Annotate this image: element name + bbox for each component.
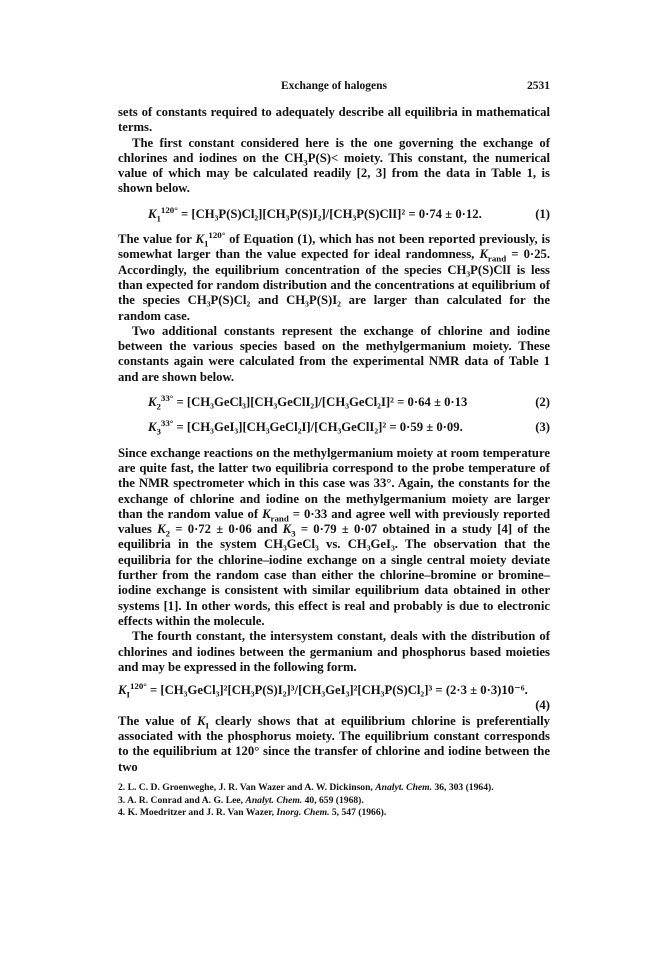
equation-number: (2) — [535, 395, 550, 410]
paragraph-1: sets of constants required to adequately describe all equilibria in mathematical terms. — [118, 105, 550, 135]
equation-number: (3) — [535, 420, 550, 435]
paragraph-2: The first constant considered here is the one governing the exchange of chlorines and iodines on the $CH_3P(S)<$ moiety. This constant, the numerical value of which may be calculated readily [2, 3] from the data in Table 1, is shown below. — [118, 135, 551, 196]
page-number: 2531 — [527, 80, 550, 92]
reference-item: 3. A. R. Conrad and A. G. Lee, Analyt. Chem. 40, 659 (1968). — [118, 794, 364, 806]
reference-item: 2. L. C. D. Groenweghe, J. R. Van Wazer and A. W. Dickinson, Analyt. Chem. 36, 303 (1964). — [118, 781, 494, 793]
equation-3: $K_3^{33^\circ}$ = [CH₃GeI₃][CH₃GeCl₂I]/[CH₃GeClI₂]² = 0·59 ± 0·09. (3) — [148, 418, 550, 437]
reference-item: 4. K. Moedritzer and J. R. Van Wazer, Inorg. Chem. 5, 547 (1966). — [118, 807, 387, 819]
article-body — [118, 105, 550, 775]
journal-page — [118, 80, 550, 820]
paragraph-4: Two additional constants represent the exchange of chlorine and iodine between the various species based on the methylgermanium moiety. These constants again were calculated from the experimental NMR data of Table 1 and are shown below. — [118, 323, 550, 384]
equation-1: $K_1^{120^\circ} = [CH_3P(S)Cl_2][CH_3P(S)I_2]/[CH_3P(S)ClI]^2 = 0\cdot 74 \pm 0\cdot 12$. (1) — [148, 204, 550, 224]
paragraph-6: The fourth constant, the intersystem constant, deals with the distribution of chlorines and iodines between the germanium and phosphorus based moieties and may be expressed in the following form. — [118, 629, 550, 674]
paragraph-7: The value of $K_I$ clearly shows that at equilibrium chlorine is preferentially associated with the phosphorus moiety. The equilibrium constant corresponds to the equilibrium at 120° since the transfer of chlorine and iodine between the two — [118, 713, 551, 774]
paragraph-3: The value for $K_1^{120^\circ}$ of Equation (1), which has not been reported previously, is somewhat larger than the value expected for ideal randomness, $K_{rand} = 0\cdot 25$. Accordingly, the equilibrium concentration of the species CH₃P(S)ClI is less than expected for random distribution and the concentrations at equilibrium of the species CH₃P(S)Cl₂ and CH₃P(S)I₂ are larger than calculated for the random case. — [118, 229, 551, 323]
equation-2: $K_2^{33^\circ}$ = [CH₃GeCl₃][CH₃GeClI₂]/[CH₃GeCl₂I]² = 0·64 ± 0·13 (2) — [148, 392, 550, 412]
footnote-references — [118, 782, 550, 820]
paragraph-5: Since exchange reactions on the methylgermanium moiety at room temperature are quite fast, the latter two equilibria correspond to the probe temperature of the NMR spectrometer which in this case was 33°. Again, the constants for the exchange of chlorine and iodine on the methylgermanium moiety are larger than the random value of $K_{rand} = 0\cdot 33$ and agree well with previously reported values $K_2 = 0\cdot 72 \pm 0\cdot 06$ and $K_3 = 0\cdot 79 \pm 0\cdot 07$ obtained in a study [4] of the equilibria in the system CH₃GeCl₃ vs. CH₃GeI₃. The observation that the equilibria for the chlorine–iodine exchange on a single central moiety deviate further from the random case than either the chlorine–bromine or bromine–iodine exchange is consistent with similar equilibrium data obtained in other systems [1]. In other words, this effect is real and probably is due to electronic effects within the molecule. — [118, 445, 551, 628]
bond-symbol: < — [330, 150, 339, 165]
running-title: Exchange of halogens — [280, 80, 388, 92]
running-header — [118, 80, 550, 98]
equation-number: (4) — [535, 698, 550, 713]
equation-number: (1) — [535, 206, 550, 221]
equation-4: $K_I^{120^\circ}$ = [CH₃GeCl₃]²[CH₃P(S)I₂]³/[CH₃GeI₃]²[CH₃P(S)Cl₂]³ = (2·3 ± 0·3)10⁻⁶. — [118, 680, 528, 700]
